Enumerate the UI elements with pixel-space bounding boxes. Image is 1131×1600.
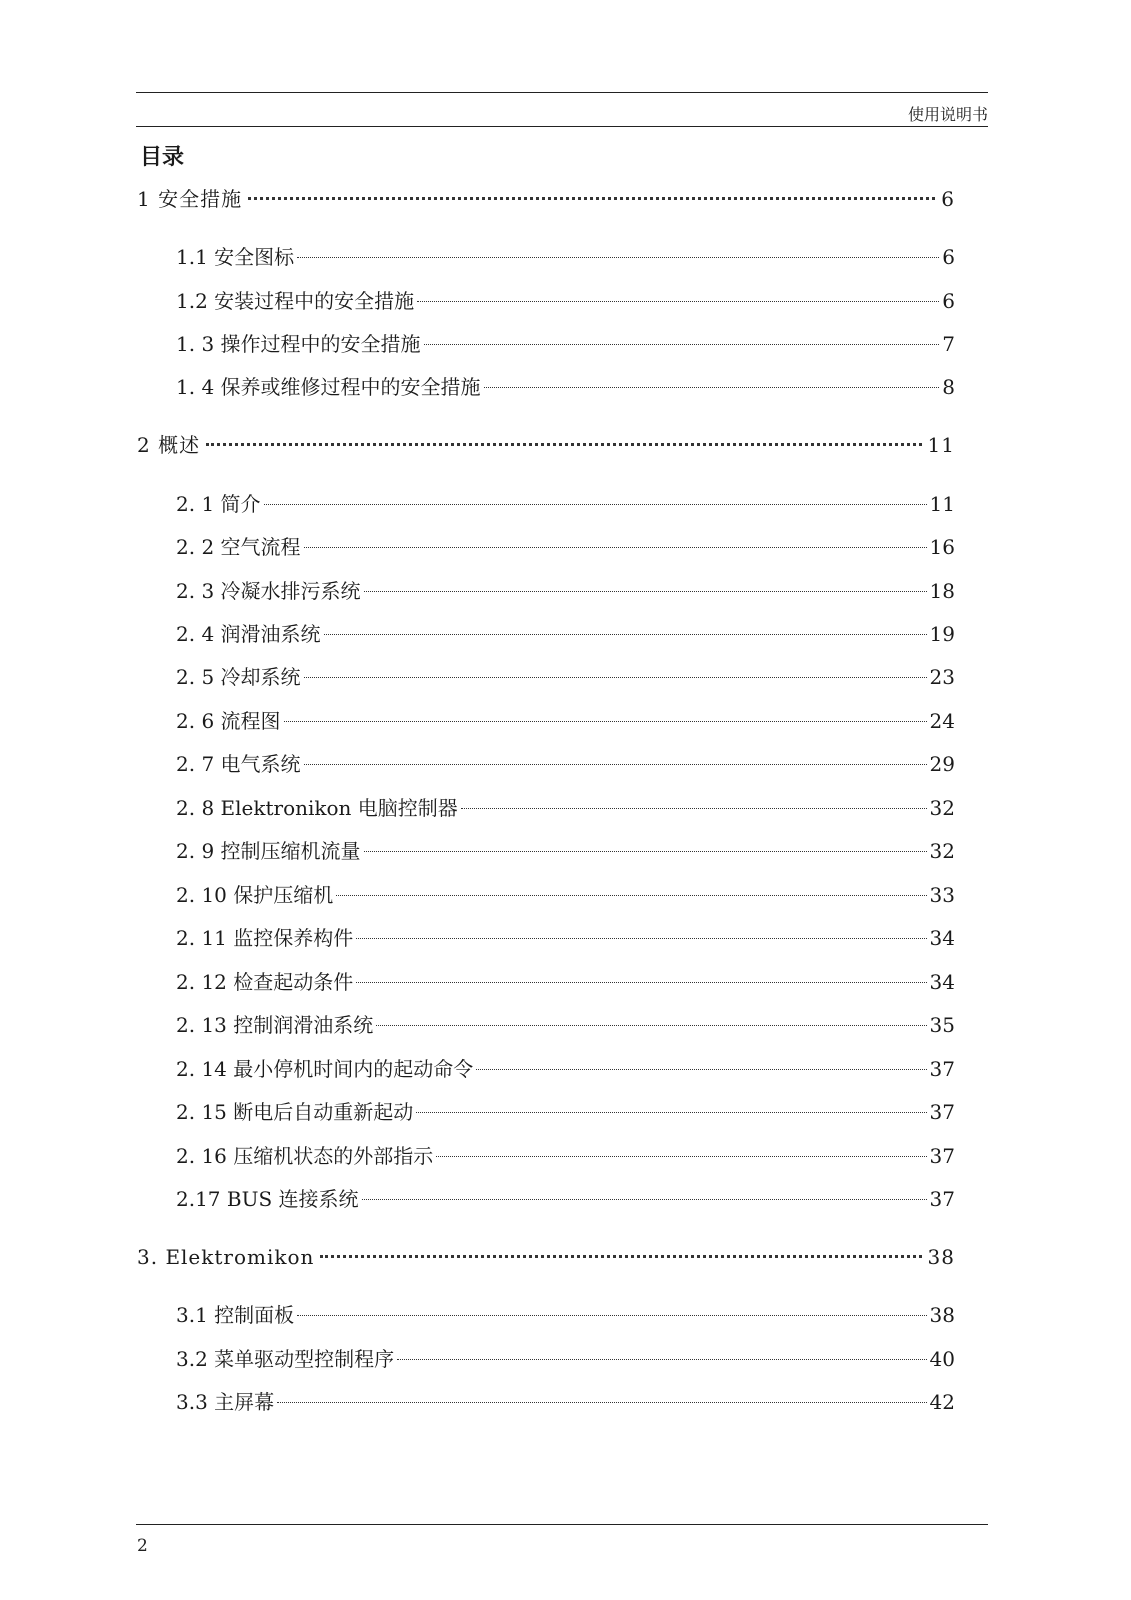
toc-entry-page-number: 24: [929, 709, 955, 733]
toc-section-entry[interactable]: [176, 1338, 955, 1371]
toc-entry-label: 1.1 安全图标: [176, 245, 295, 269]
toc-entry-page-number: 11: [927, 433, 955, 457]
toc-entry-page-number: 40: [929, 1347, 955, 1371]
toc-entry-label: 2. 14 最小停机时间内的起动命令: [176, 1057, 474, 1081]
footer-rule: [136, 1524, 988, 1525]
toc-entry-label: 3.1 控制面板: [176, 1303, 295, 1327]
toc-section-entry[interactable]: [176, 323, 955, 356]
toc-dot-leader: [397, 1338, 926, 1366]
toc-section-entry[interactable]: [176, 874, 955, 907]
toc-dot-leader: [336, 874, 926, 902]
toc-entry-page-number: 34: [929, 970, 955, 994]
toc-dot-leader: [264, 483, 927, 511]
toc-entry-label: 2. 3 冷凝水排污系统: [176, 579, 361, 603]
toc-entry-label: 2.17 BUS 连接系统: [176, 1187, 359, 1211]
toc-section-entry[interactable]: [176, 526, 955, 559]
toc-entry-label: 1 安全措施: [137, 187, 243, 211]
toc-dot-leader: [297, 236, 939, 264]
toc-entry-page-number: 35: [929, 1013, 955, 1037]
toc-dot-leader: [304, 526, 927, 554]
toc-entry-label: 2. 12 检查起动条件: [176, 970, 354, 994]
toc-dot-leader: [206, 424, 921, 452]
toc-entry-label: 3.3 主屏幕: [176, 1390, 275, 1414]
toc-entry-page-number: 34: [929, 926, 955, 950]
toc-dot-leader: [424, 323, 940, 351]
toc-section-entry[interactable]: [176, 483, 955, 516]
toc-section-entry[interactable]: [176, 1135, 955, 1168]
toc-dot-leader: [461, 787, 927, 815]
toc-section-entry[interactable]: [176, 1091, 955, 1124]
toc-entry-label: 3.2 菜单驱动型控制程序: [176, 1347, 395, 1371]
toc-section-entry[interactable]: [176, 656, 955, 689]
toc-entry-page-number: 37: [929, 1100, 955, 1124]
toc-section-entry[interactable]: [176, 743, 955, 776]
toc-entry-page-number: 8: [942, 375, 955, 399]
toc-chapter-entry[interactable]: [137, 424, 955, 457]
toc-entry-page-number: 6: [942, 289, 955, 313]
toc-dot-leader: [320, 1236, 921, 1264]
toc-dot-leader: [416, 1091, 926, 1119]
toc-section-entry[interactable]: [176, 236, 955, 269]
toc-entry-label: 1. 4 保养或维修过程中的安全措施: [176, 375, 481, 399]
toc-section-entry[interactable]: [176, 1294, 955, 1327]
toc-entry-page-number: 11: [929, 492, 955, 516]
toc-entry-label: 2. 8 Elektronikon 电脑控制器: [176, 796, 458, 820]
toc-section-entry[interactable]: [176, 613, 955, 646]
toc-entry-label: 2. 11 监控保养构件: [176, 926, 354, 950]
toc-entry-page-number: 6: [941, 187, 955, 211]
toc-section-entry[interactable]: [176, 700, 955, 733]
toc-entry-page-number: 33: [929, 883, 955, 907]
toc-dot-leader: [364, 570, 927, 598]
toc-section-entry[interactable]: [176, 787, 955, 820]
toc-dot-leader: [277, 1381, 926, 1409]
toc-dot-leader: [248, 178, 935, 206]
toc-section-entry[interactable]: [176, 366, 955, 399]
toc-entry-page-number: 23: [929, 665, 955, 689]
toc-section-entry[interactable]: [176, 1178, 955, 1211]
toc-dot-leader: [484, 366, 940, 394]
toc-entry-label: 2. 13 控制润滑油系统: [176, 1013, 374, 1037]
toc-entry-page-number: 32: [929, 839, 955, 863]
toc-section-entry[interactable]: [176, 917, 955, 950]
toc-entry-page-number: 6: [942, 245, 955, 269]
toc-dot-leader: [297, 1294, 926, 1322]
toc-entry-label: 2. 10 保护压缩机: [176, 883, 334, 907]
toc-dot-leader: [304, 656, 927, 684]
toc-section-entry[interactable]: [176, 1381, 955, 1414]
footer-page-number: 2: [137, 1536, 148, 1556]
toc-entry-label: 1. 3 操作过程中的安全措施: [176, 332, 421, 356]
toc-entry-page-number: 38: [929, 1303, 955, 1327]
toc-dot-leader: [356, 961, 926, 989]
toc-heading: 目录: [140, 144, 185, 170]
toc-entry-label: 2. 5 冷却系统: [176, 665, 301, 689]
toc-dot-leader: [356, 917, 926, 945]
toc-entry-page-number: 37: [929, 1187, 955, 1211]
toc-entry-label: 2. 15 断电后自动重新起动: [176, 1100, 414, 1124]
toc-entry-label: 3. Elektromikon: [137, 1245, 315, 1269]
toc-entry-label: 2. 16 压缩机状态的外部指示: [176, 1144, 434, 1168]
toc-entry-label: 2 概述: [137, 433, 201, 457]
toc-dot-leader: [362, 1178, 927, 1206]
toc-section-entry[interactable]: [176, 1004, 955, 1037]
toc-entry-page-number: 16: [929, 535, 955, 559]
header-title: 使用说明书: [907, 105, 988, 124]
toc-chapter-entry[interactable]: [137, 1236, 955, 1269]
toc-dot-leader: [304, 743, 927, 771]
toc-entry-page-number: 7: [942, 332, 955, 356]
toc-dot-leader: [324, 613, 927, 641]
toc-dot-leader: [364, 830, 927, 858]
toc-entry-label: 2. 7 电气系统: [176, 752, 301, 776]
toc-section-entry[interactable]: [176, 830, 955, 863]
toc-section-entry[interactable]: [176, 570, 955, 603]
toc-dot-leader: [376, 1004, 926, 1032]
toc-entry-label: 2. 2 空气流程: [176, 535, 301, 559]
toc-entry-label: 1.2 安装过程中的安全措施: [176, 289, 415, 313]
toc-entry-label: 2. 4 润滑油系统: [176, 622, 321, 646]
toc-entry-page-number: 42: [929, 1390, 955, 1414]
toc-section-entry[interactable]: [176, 1048, 955, 1081]
toc-entry-page-number: 18: [929, 579, 955, 603]
toc-entry-page-number: 37: [929, 1057, 955, 1081]
toc-dot-leader: [436, 1135, 926, 1163]
toc-section-entry[interactable]: [176, 280, 955, 313]
toc-dot-leader: [284, 700, 927, 728]
toc-entry-page-number: 38: [927, 1245, 955, 1269]
toc-section-entry[interactable]: [176, 961, 955, 994]
toc-entry-page-number: 29: [929, 752, 955, 776]
toc-entry-label: 2. 6 流程图: [176, 709, 281, 733]
toc-dot-leader: [417, 280, 939, 308]
toc-entry-page-number: 37: [929, 1144, 955, 1168]
toc-dot-leader: [476, 1048, 926, 1076]
toc-chapter-entry[interactable]: [137, 178, 955, 211]
toc-entry-page-number: 32: [929, 796, 955, 820]
toc-entry-label: 2. 1 简介: [176, 492, 261, 516]
toc-entry-page-number: 19: [929, 622, 955, 646]
toc-entry-label: 2. 9 控制压缩机流量: [176, 839, 361, 863]
